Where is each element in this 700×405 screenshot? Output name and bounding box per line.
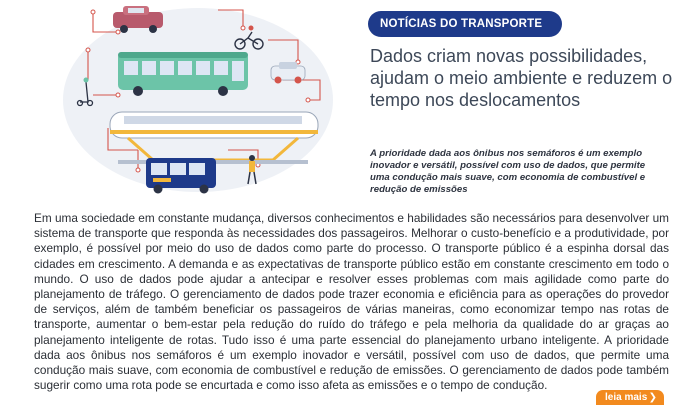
transport-network-illustration [58,0,348,200]
chevron-right-icon: ❯ [648,392,657,403]
read-more-button[interactable] [596,390,664,405]
article-body: Em uma sociedade em constante mudança, diversos conhecimentos e habilidades são necessários para desenvolver um sistema de transporte que responda às necessidades dos passageiros. Melhorar o custo-benefício e a produtividade, por exemplo, é possível por meio do uso de dados como parte do processo. O transporte público é a espinha dorsal das cidades em crescimento. A demanda e as expectativas de transporte público estão em constante crescimento em todo o mundo. O uso de dados pode ajudar a antecipar e resolver esses problemas com mais agilidade como parte do planejamento de tráfego. O gerenciamento de dados pode trazer economia e eficiência para as operações do provedor de serviços, além de também beneficiar os passageiros de várias maneiras, como economizar tempo nas rotas de transporte, aumentar o bem-estar pela redução do ruído do tráfego e pela melhoria da qualidade do ar graças ao planejamento inteligente de rotas. Tudo isso é uma parte essencial do planejamento urbano inteligente. A prioridade dada aos ônibus nos semáforos é um exemplo inovador e versátil, possível com uso de dados, que permite uma condução mais suave, com economia de combustível e redução de emissões. O gerenciamento de dados pode também sugerir como uma rota pode se encurtada e como isso afeta as emissões e o tempo de condução. [34,211,669,393]
read-more-label: leia mais [605,392,648,403]
section-tag: NOTÍCIAS DO TRANSPORTE [368,11,562,37]
article-pull-quote: A prioridade dada aos ônibus nos semáforos é um exemplo inovador e versátil, possível com uso de dados, que permite uma condução mais suave, com economia de combustível e redução de emissões [370,148,646,195]
article-headline: Dados criam novas possibilidades, ajudam o meio ambiente e reduzem o tempo nos deslocamentos [370,46,673,110]
